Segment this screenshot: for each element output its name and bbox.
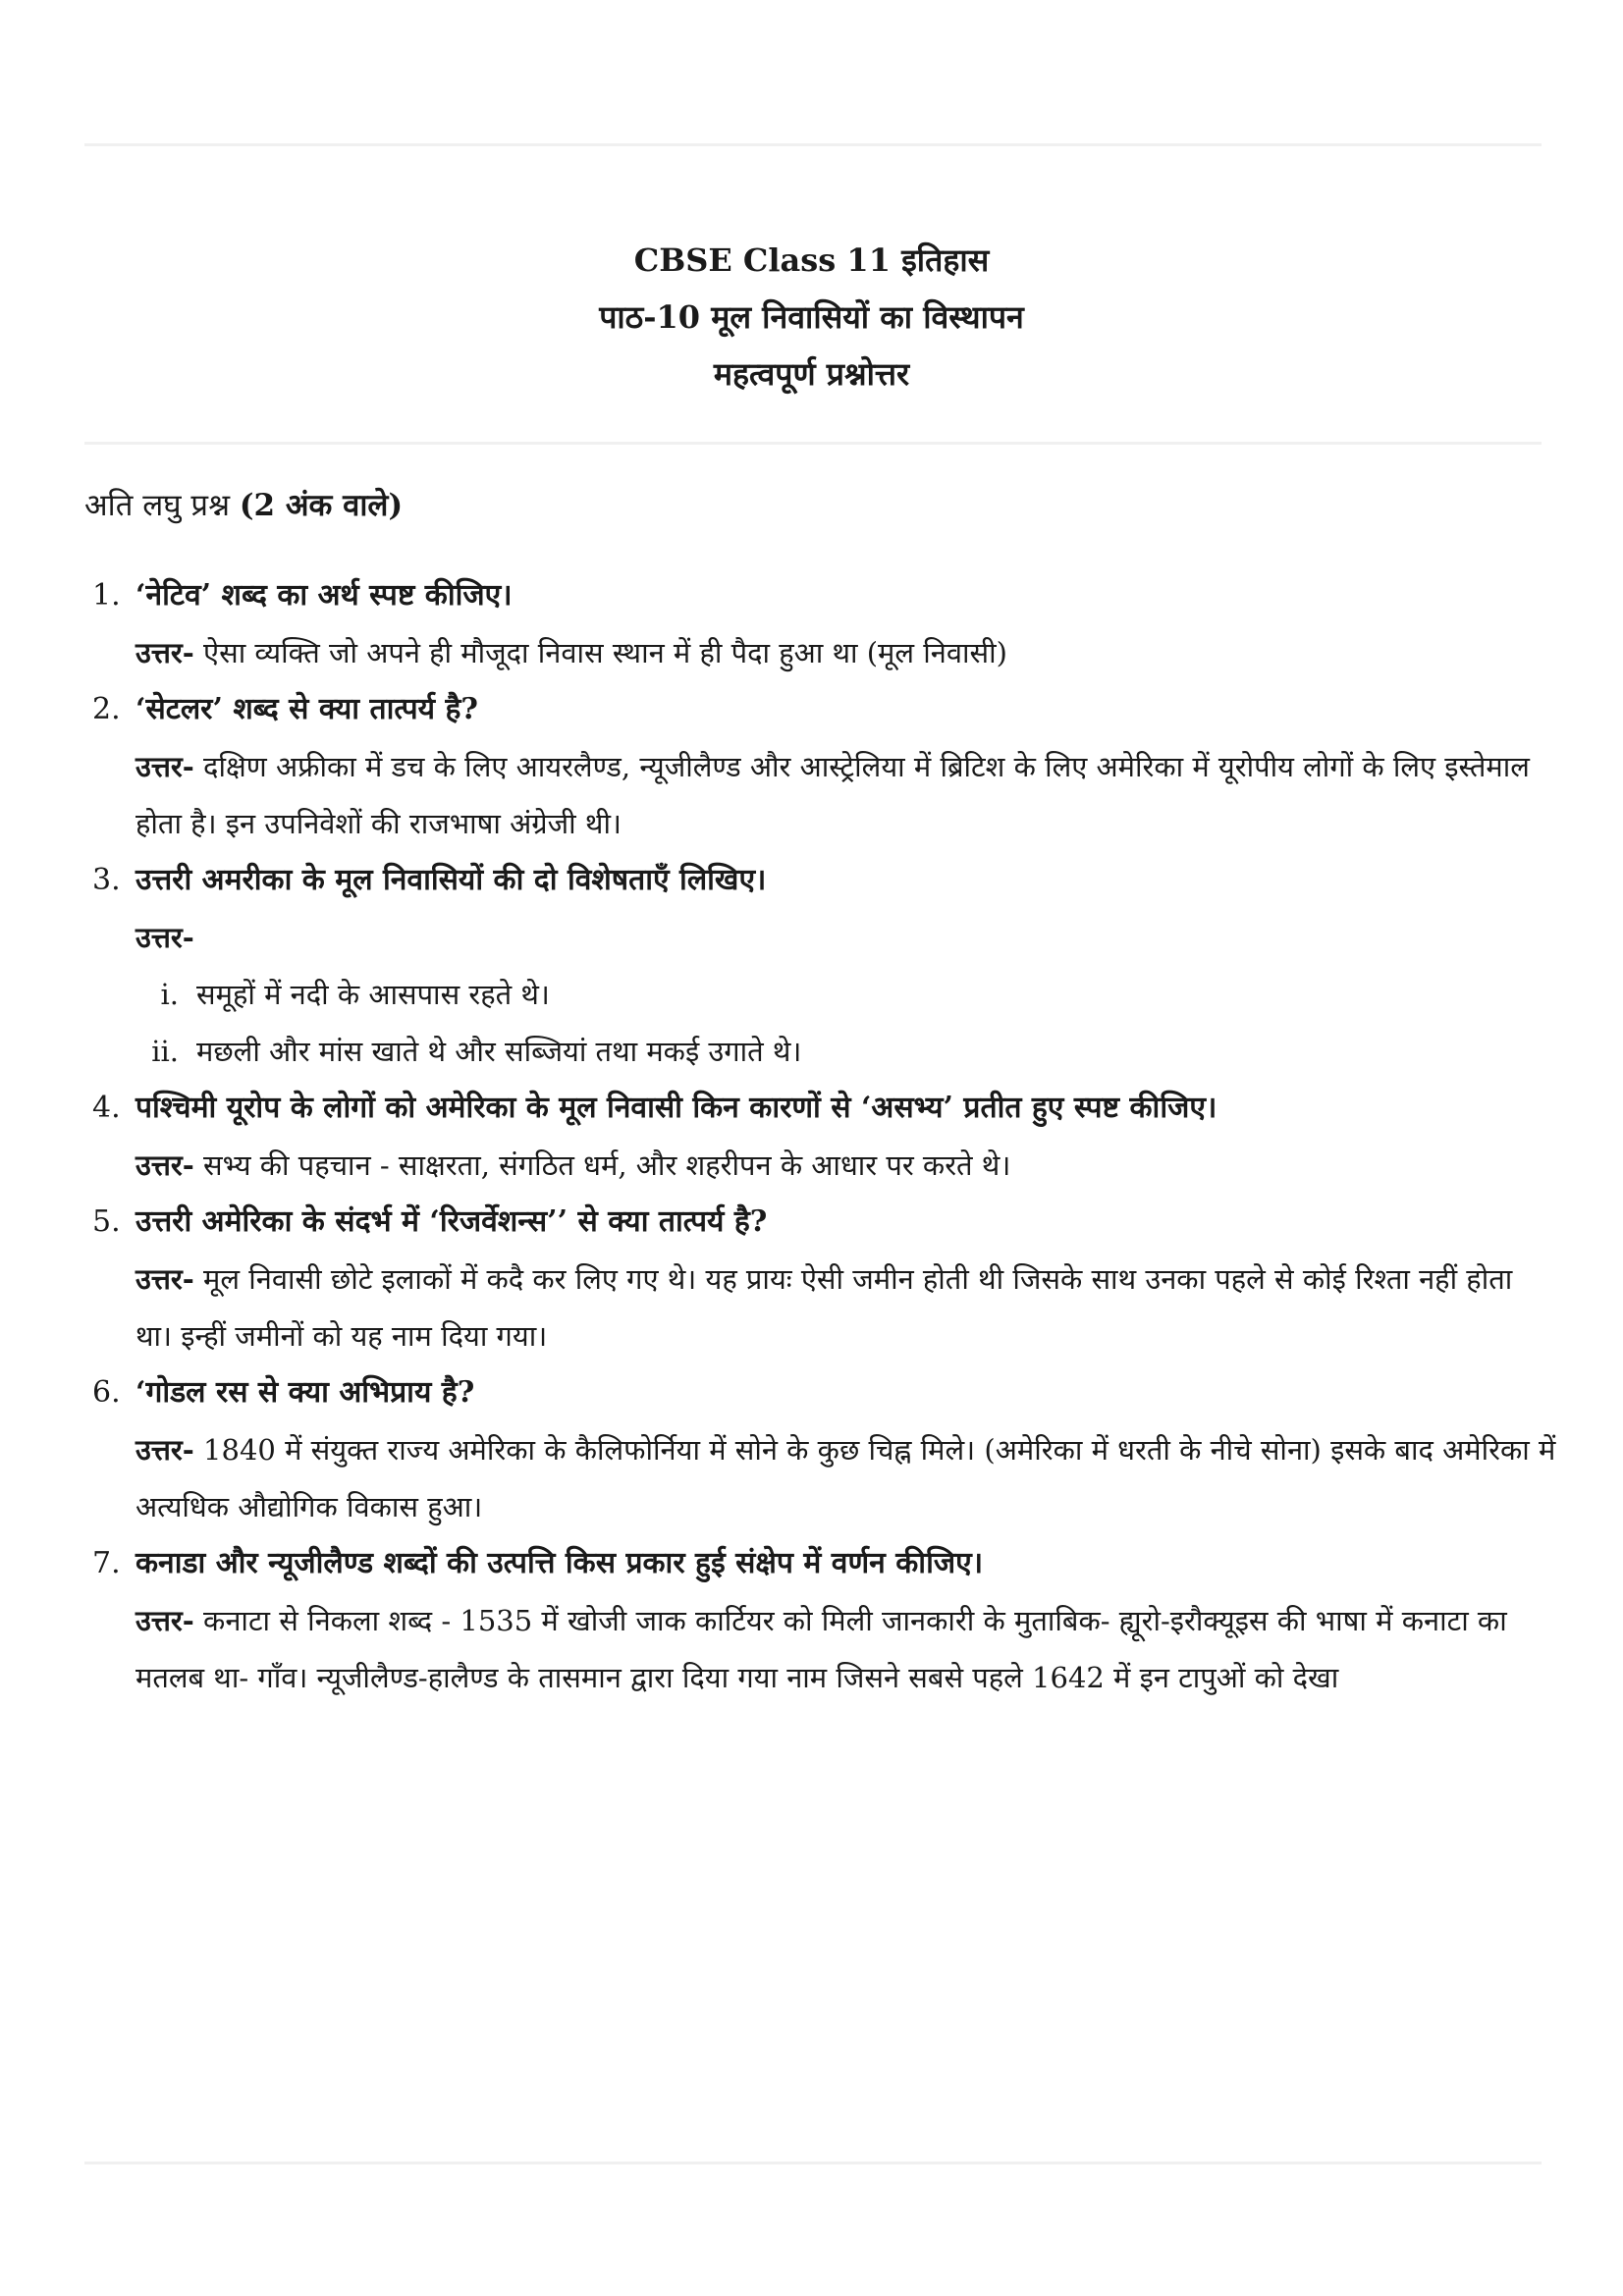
document-header [0,232,1623,402]
question-item [84,1535,1557,1706]
question-section-title [84,483,403,528]
question-number: 2. [92,692,121,726]
answer-text [135,1592,1557,1706]
answer-text [135,909,1557,966]
answer-body: कनाटा से निकला शब्द - 1535 में खोजी जाक कार्टियर को मिली जानकारी के मुताबिक- ह्यूरो-इरौक्यूइस की भाषा में कनाटा का मतलब था- गाँव। न्यूजीलैण्ड-हालैण्ड के तासमान द्वारा दिया गया नाम जिसने सबसे पहले 1642 में इन टापुओं को देखा [135,1604,1507,1694]
question-number: 3. [92,863,121,897]
course-title: CBSE Class 11 इतिहास [633,241,990,279]
top-divider [84,143,1542,146]
answer-label: उत्तर- [135,1604,194,1637]
question-text: ‘नेटिव’ शब्द का अर्थ स्पष्ट कीजिए। [135,578,513,613]
answer-body: सभ्य की पहचान - साक्षरता, संगठित धर्म, और शहरीपन के आधार पर करते थे। [193,1148,1011,1182]
answer-text [135,624,1557,681]
question-item [84,1364,1557,1535]
answer-sub-item [135,1023,1557,1080]
question-item [84,567,1557,681]
answer-label: उत्तर- [135,1433,194,1467]
question-number: 4. [92,1091,121,1125]
question-number: 5. [92,1204,121,1239]
answer-body: 1840 में संयुक्त राज्य अमेरिका के कैलिफोर्निया में सोने के कुछ चिह्न मिले। (अमेरिका में धरती के नीचे सोना) इसके बाद अमेरिका में अत्यधिक औद्योगिक विकास हुआ। [135,1433,1556,1523]
sub-item-number: i. [160,978,179,1011]
question-number: 1. [92,578,121,613]
sub-item-text: मछली और मांस खाते थे और सब्जियां तथा मकई उगाते थे। [196,1035,802,1068]
bottom-divider [84,2162,1542,2164]
answer-body: दक्षिण अफ्रीका में डच के लिए आयरलैण्ड, न्यूजीलैण्ड और आस्ट्रेलिया में ब्रिटिश के लिए अमेरिका में यूरोपीय लोगों के लिए इस्तेमाल होता है। इन उपनिवेशों की राजभाषा अंग्रेजी थी। [135,750,1530,840]
answer-text [135,1137,1557,1194]
answer-label: उत्तर- [135,921,194,954]
question-list [84,567,1557,1706]
answer-body: ऐसा व्यक्ति जो अपने ही मौजूदा निवास स्थान में ही पैदा हुआ था (मूल निवासी) [193,636,1007,669]
question-text: पश्चिमी यूरोप के लोगों को अमेरिका के मूल निवासी किन कारणों से ‘असभ्य’ प्रतीत हुए स्पष्ट कीजिए। [135,1091,1217,1125]
question-item [84,1080,1557,1194]
answer-label: उत्तर- [135,750,194,783]
chapter-title: पाठ-10 मूल निवासियों का विस्थापन [599,298,1024,336]
header-divider [84,442,1542,445]
section-title-marks: (2 अंक वाले) [239,488,404,523]
question-text: ‘सेटलर’ शब्द से क्या तात्पर्य है? [135,692,478,726]
answer-label: उत्तर- [135,1148,194,1182]
answer-sub-item [135,966,1557,1023]
section-title-prefix: अति लघु प्रश्न [84,488,240,523]
answer-label: उत्तर- [135,1262,194,1296]
answer-text [135,1251,1557,1364]
question-item [84,852,1557,1080]
section-heading: महत्वपूर्ण प्रश्नोत्तर [713,355,910,393]
sub-item-text: समूहों में नदी के आसपास रहते थे। [196,978,550,1011]
question-text: उत्तरी अमेरिका के संदर्भ में ‘रिजर्वेशन्स’’ से क्या तात्पर्य है? [135,1204,768,1239]
question-number: 7. [92,1546,121,1580]
answer-text [135,738,1557,852]
answer-label: उत्तर- [135,636,194,669]
sub-item-number: ii. [151,1035,179,1068]
question-text: उत्तरी अमरीका के मूल निवासियों की दो विशेषताएँ लिखिए। [135,863,767,897]
question-text: कनाडा और न्यूजीलैण्ड शब्दों की उत्पत्ति किस प्रकार हुई संक्षेप में वर्णन कीजिए। [135,1546,984,1580]
question-text: ‘गोडल रस से क्या अभिप्राय है? [135,1375,475,1410]
question-item [84,681,1557,852]
question-item [84,1194,1557,1364]
answer-body: मूल निवासी छोटे इलाकों में कदै कर लिए गए थे। यह प्रायः ऐसी जमीन होती थी जिसके साथ उनका पहले से कोई रिश्ता नहीं होता था। इन्हीं जमीनों को यह नाम दिया गया। [135,1262,1513,1353]
question-number: 6. [92,1375,121,1410]
answer-sub-list [135,966,1557,1080]
answer-text [135,1421,1557,1535]
